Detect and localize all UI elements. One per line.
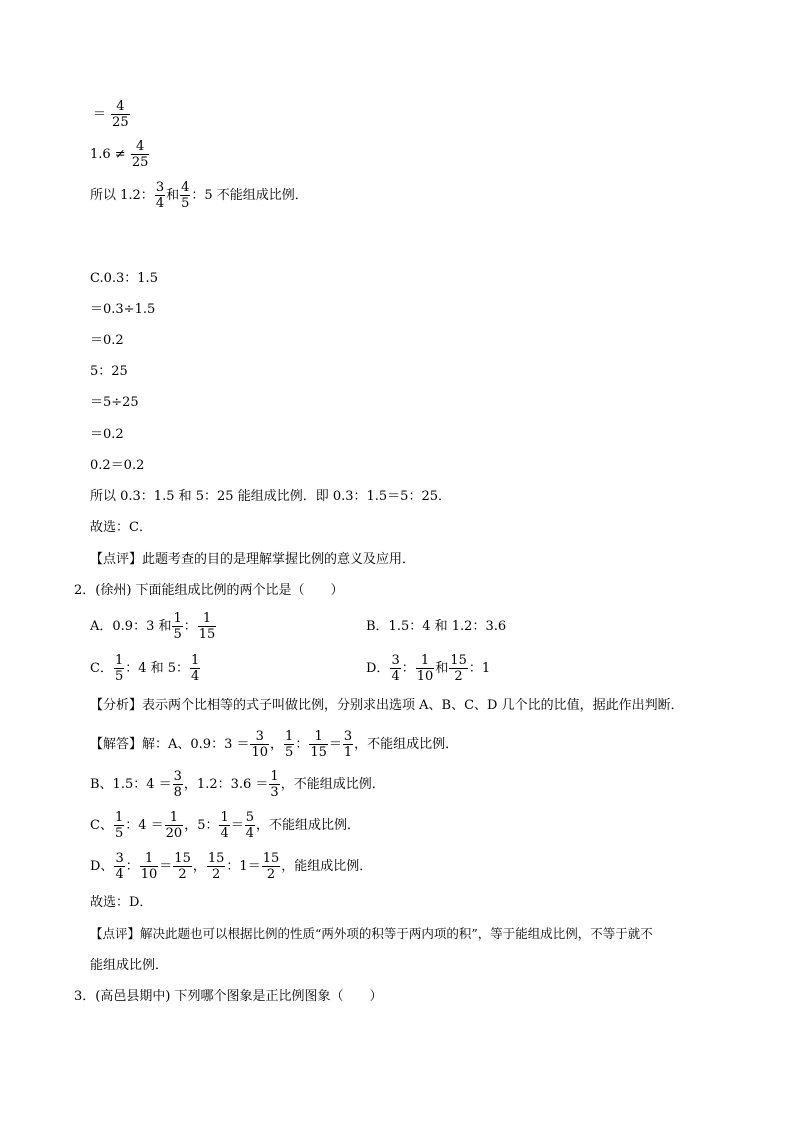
fraction-3-10: $\frac{3}{10}$ bbox=[251, 729, 269, 760]
fraction-1-5: $\frac{1}{5}$ bbox=[114, 810, 124, 841]
option-c: C． $\frac{1}{5}$ ：4 和 5： $\frac{1}{4}$ bbox=[90, 653, 200, 684]
solution-b: B、1.5：4 ＝ $\frac{3}{8}$ ，1.2：3.6 ＝ $\frac{1}{3}$ ，不能组成比例． bbox=[90, 769, 385, 800]
fraction-1-15: $\frac{1}{15}$ bbox=[310, 729, 327, 760]
fraction-4-25: $\frac{4}{25}$ bbox=[112, 99, 129, 130]
option-a: A．0.9：3 和 $\frac{1}{5}$ ： $\frac{1}{15}$ bbox=[90, 611, 216, 642]
fraction-4-5: $\frac{4}{5}$ bbox=[181, 180, 190, 211]
fraction-3-4: $\frac{3}{4}$ bbox=[155, 180, 165, 211]
option-b: B．1.5：4 和 1.2：3.6 bbox=[366, 619, 507, 634]
line-1-6-neq: 1.6 ≠ $\frac{4}{25}$ bbox=[90, 139, 149, 170]
c-line-3: ＝0.2 bbox=[90, 333, 124, 348]
fraction-3-4: $\frac{3}{4}$ bbox=[115, 851, 124, 882]
fraction-15-2: $\frac{15}{2}$ bbox=[262, 851, 280, 882]
c-line-2: ＝0.3÷1.5 bbox=[90, 302, 156, 317]
fraction-1-10: $\frac{1}{10}$ bbox=[416, 653, 434, 684]
question-2-title: 2．(徐州) 下面能组成比例的两个比是（ ） bbox=[74, 583, 344, 598]
c-line-6: ＝0.2 bbox=[90, 427, 124, 442]
fraction-1-3: $\frac{1}{3}$ bbox=[270, 769, 279, 800]
c-line-1: C.0.3：1.5 bbox=[90, 271, 158, 286]
fraction-1-5: $\frac{1}{5}$ bbox=[114, 653, 124, 684]
option-d: D． $\frac{3}{4}$ ： $\frac{1}{10}$ 和 $\frac{15}{2}$ ：1 bbox=[366, 653, 491, 684]
fraction-15-2: $\frac{15}{2}$ bbox=[207, 851, 225, 882]
fraction-3-1: $\frac{3}{1}$ bbox=[343, 729, 353, 760]
fraction-1-10: $\frac{1}{10}$ bbox=[140, 851, 158, 882]
solution-d: D、 $\frac{3}{4}$ ： $\frac{1}{10}$ ＝ $\frac{15}{2}$ ， $\frac{15}{2}$ ：1＝ $\frac{15}{2}$ ，能组成比例． bbox=[90, 851, 373, 882]
fraction-1-4: $\frac{1}{4}$ bbox=[220, 810, 229, 841]
fraction-3-8: $\frac{3}{8}$ bbox=[173, 769, 182, 800]
q2-options-row-1 bbox=[90, 612, 610, 641]
comment-1: 【点评】此题考查的目的是理解掌握比例的意义及应用． bbox=[90, 552, 416, 567]
fraction-5-4: $\frac{5}{4}$ bbox=[245, 810, 255, 841]
solution-choice: 故选：D． bbox=[90, 895, 153, 910]
c-conclusion: 所以 0.3：1.5 和 5：25 能组成比例．即 0.3：1.5＝5：25． bbox=[90, 489, 451, 504]
comment-2-line-1: 【点评】解决此题也可以根据比例的性质“两外项的积等于两内项的积”，等于能组成比例，不等于就不 bbox=[90, 926, 653, 941]
fraction-1-20: $\frac{1}{20}$ bbox=[165, 810, 183, 841]
fraction-3-4: $\frac{3}{4}$ bbox=[391, 653, 400, 684]
line-conclusion-b: 所以 1.2： $\frac{3}{4}$ 和 $\frac{4}{5}$ ：5 不能组成比例． bbox=[90, 180, 308, 211]
fraction-1-5: $\frac{1}{5}$ bbox=[285, 729, 294, 760]
solution-c: C、 $\frac{1}{5}$ ：4 ＝ $\frac{1}{20}$ ，5： $\frac{1}{4}$ ＝ $\frac{5}{4}$ ，不能组成比例． bbox=[90, 810, 361, 841]
q2-options-row-2 bbox=[90, 654, 610, 683]
fraction-1-15: $\frac{1}{15}$ bbox=[198, 611, 216, 642]
fraction-1-4: $\frac{1}{4}$ bbox=[191, 653, 200, 684]
fraction-15-2: $\frac{15}{2}$ bbox=[450, 653, 467, 684]
c-line-7: 0.2＝0.2 bbox=[90, 458, 145, 473]
fraction-4-25: $\frac{4}{25}$ bbox=[131, 139, 149, 170]
line-eq-4-25: ＝ $\frac{4}{25}$ bbox=[93, 99, 129, 130]
fraction-1-5: $\frac{1}{5}$ bbox=[173, 611, 182, 642]
c-line-4: 5：25 bbox=[90, 364, 128, 379]
question-3-title: 3．(高邑县期中) 下列哪个图象是正比例图象（ ） bbox=[74, 989, 383, 1004]
c-choice: 故选：C． bbox=[90, 520, 152, 535]
fraction-15-2: $\frac{15}{2}$ bbox=[174, 851, 191, 882]
c-line-5: ＝5÷25 bbox=[90, 395, 139, 410]
solution-a: 【解答】解：A、0.9：3 ＝ $\frac{3}{10}$ ， $\frac{1}{5}$ ： $\frac{1}{15}$ ＝ $\frac{3}{1}$ ，不能组成比例． bbox=[90, 729, 459, 760]
comment-2-line-2: 能组成比例． bbox=[90, 958, 169, 973]
analysis: 【分析】表示两个比相等的式子叫做比例，分别求出选项 A、B、C、D 几个比的比值，据此作出判断． bbox=[90, 698, 684, 713]
